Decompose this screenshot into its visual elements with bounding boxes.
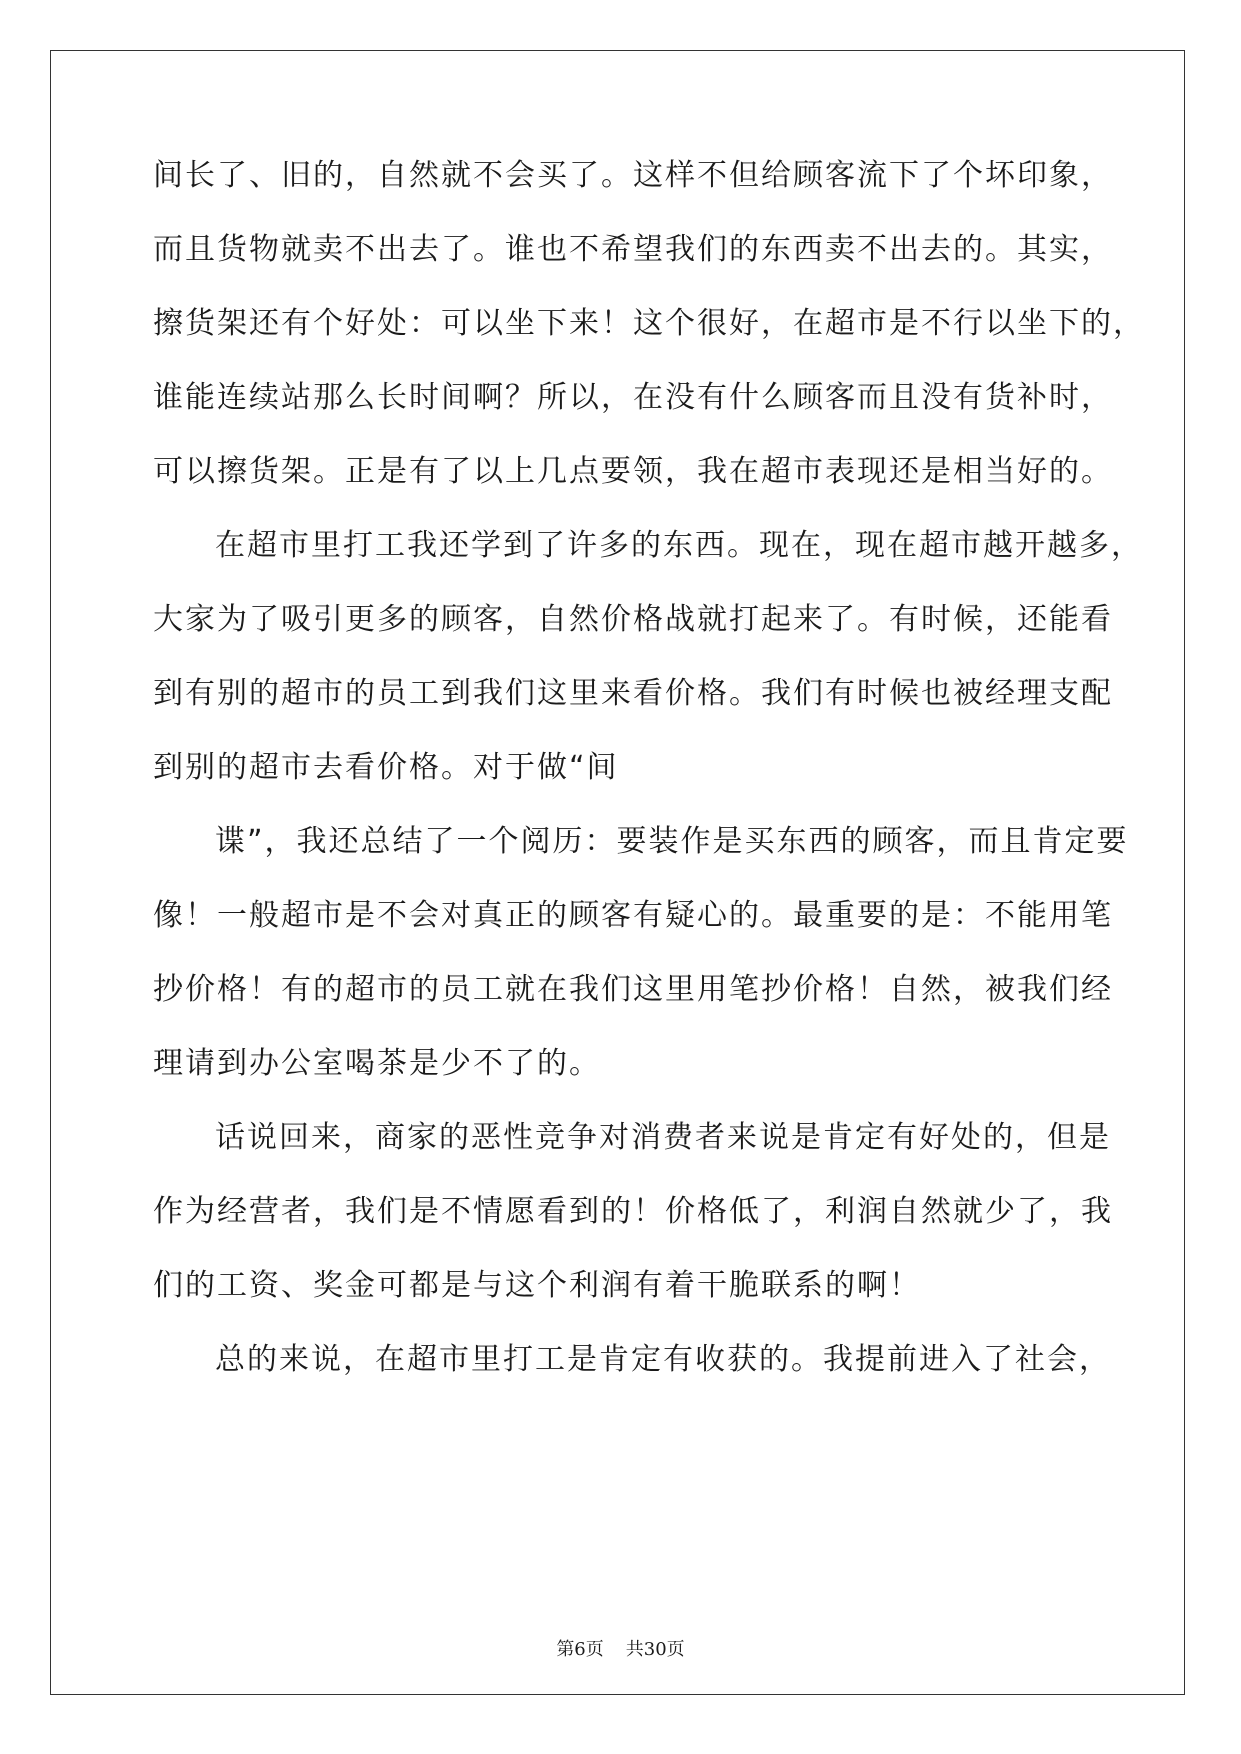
text-line: 擦货架还有个好处：可以坐下来！这个很好，在超市是不行以坐下的， <box>153 306 1145 341</box>
text-line: 到有别的超市的员工到我们这里来看价格。我们有时候也被经理支配 <box>153 676 1113 711</box>
text-line: 像！一般超市是不会对真正的顾客有疑心的。最重要的是：不能用笔 <box>153 898 1113 933</box>
text-line: 谁能连续站那么长时间啊？所以，在没有什么顾客而且没有货补时， <box>153 380 1113 415</box>
page-number: 第6页 <box>556 1639 604 1660</box>
text-line: 理请到办公室喝茶是少不了的。 <box>153 1046 601 1081</box>
text-line: 间长了、旧的，自然就不会买了。这样不但给顾客流下了个坏印象， <box>153 158 1113 193</box>
text-line: 总的来说，在超市里打工是肯定有收获的。我提前进入了社会， <box>215 1342 1111 1377</box>
text-line: 大家为了吸引更多的顾客，自然价格战就打起来了。有时候，还能看 <box>153 602 1113 637</box>
page-total: 共30页 <box>625 1639 685 1660</box>
page-footer <box>0 1635 1241 1661</box>
text-line: 谍”，我还总结了一个阅历：要装作是买东西的顾客，而且肯定要 <box>215 824 1129 859</box>
page-border <box>50 50 1185 1695</box>
text-line: 在超市里打工我还学到了许多的东西。现在，现在超市越开越多， <box>215 528 1143 563</box>
text-line: 到别的超市去看价格。对于做“间 <box>153 750 619 785</box>
text-line: 抄价格！有的超市的员工就在我们这里用笔抄价格！自然，被我们经 <box>153 972 1113 1007</box>
text-line: 话说回来，商家的恶性竞争对消费者来说是肯定有好处的，但是 <box>215 1120 1111 1155</box>
text-line: 而且货物就卖不出去了。谁也不希望我们的东西卖不出去的。其实， <box>153 232 1113 267</box>
text-line: 可以擦货架。正是有了以上几点要领，我在超市表现还是相当好的。 <box>153 454 1113 489</box>
text-line: 作为经营者，我们是不情愿看到的！价格低了，利润自然就少了，我 <box>153 1194 1113 1229</box>
text-line: 们的工资、奖金可都是与这个利润有着干脆联系的啊！ <box>153 1268 921 1303</box>
